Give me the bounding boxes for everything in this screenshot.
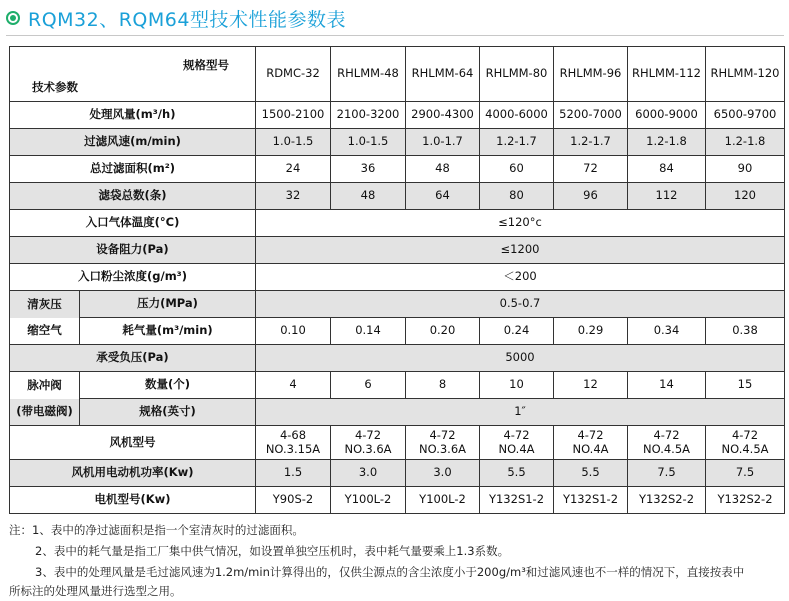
- table-cell: 6: [331, 372, 406, 399]
- row-label: 承受负压(Pa): [10, 345, 256, 372]
- table-cell: 120: [706, 183, 785, 210]
- table-cell: 48: [331, 183, 406, 210]
- table-row: [10, 237, 785, 264]
- table-cell: 5200-7000: [554, 102, 628, 129]
- table-cell: 2100-3200: [331, 102, 406, 129]
- table-cell: 8: [406, 372, 480, 399]
- table-cell: 7.5: [706, 460, 785, 487]
- fan-series: 4-72: [503, 428, 530, 443]
- table-cell: Y132S2-2: [628, 487, 706, 514]
- table-row: [10, 183, 785, 210]
- note-3: 3、表中的处理风量是毛过滤风速为1.2m/min计算得出的，仅供尘源点的含尘浓度小于200g/m³和过滤风速也不一样的情况下，直接按表中: [35, 565, 745, 579]
- fan-number: NO.4.5A: [721, 441, 769, 456]
- circle-bullet-icon: [6, 11, 20, 25]
- table-cell: 48: [406, 156, 480, 183]
- note-3-continued: 所标注的处理风量进行选型之用。: [9, 584, 182, 598]
- table-cell: 0.10: [256, 318, 331, 345]
- fan-number: NO.3.6A: [419, 441, 466, 456]
- table-cell: Y132S2-2: [706, 487, 785, 514]
- header-diagonal-cell: [10, 47, 256, 102]
- fan-number: NO.4A: [572, 441, 609, 456]
- fan-series: 4-72: [354, 428, 382, 443]
- table-row: [10, 372, 785, 399]
- row-label: 滤袋总数(条): [10, 183, 256, 210]
- table-cell: Y100L-2: [406, 487, 480, 514]
- table-cell: Y100L-2: [331, 487, 406, 514]
- table-row: [10, 156, 785, 183]
- table-cell: 0.34: [628, 318, 706, 345]
- table-cell: 24: [256, 156, 331, 183]
- table-cell: 0.24: [480, 318, 554, 345]
- param-label: 技术参数: [32, 80, 78, 94]
- row-label: 风机型号: [10, 426, 256, 460]
- table-cell: 7.5: [628, 460, 706, 487]
- model-label: 规格型号: [183, 58, 229, 72]
- table-cell: 1500-2100: [256, 102, 331, 129]
- row-label: 数量(个): [80, 372, 256, 399]
- row-label: 风机用电动机功率(Kw): [10, 460, 256, 487]
- table-cell-fan-model: [628, 426, 706, 460]
- table-cell-fan-model: [554, 426, 628, 460]
- model-header: RHLMM-64: [406, 47, 480, 102]
- table-cell: 1.0-1.5: [331, 129, 406, 156]
- table-row: [10, 264, 785, 291]
- table-row: [10, 210, 785, 237]
- group-label-pulse-b: (带电磁阀): [10, 399, 80, 426]
- table-cell: 84: [628, 156, 706, 183]
- fan-number: NO.4A: [498, 441, 535, 456]
- table-cell: 1.2-1.7: [554, 129, 628, 156]
- table-cell: 10: [480, 372, 554, 399]
- table-cell: 12: [554, 372, 628, 399]
- table-cell: 112: [628, 183, 706, 210]
- table-cell: 1.5: [256, 460, 331, 487]
- table-cell-fan-model: [406, 426, 480, 460]
- table-cell-merged: ＜200: [256, 264, 785, 291]
- fan-number: NO.3.6A: [344, 441, 392, 456]
- table-cell: 90: [706, 156, 785, 183]
- row-label: 总过滤面积(m²): [10, 156, 256, 183]
- table-cell: 5.5: [480, 460, 554, 487]
- table-cell: 1.2-1.7: [480, 129, 554, 156]
- table-cell: 2900-4300: [406, 102, 480, 129]
- table-cell: 3.0: [331, 460, 406, 487]
- table-cell-fan-model: [480, 426, 554, 460]
- table-cell: 4000-6000: [480, 102, 554, 129]
- table-row: [10, 460, 785, 487]
- table-cell: 1.2-1.8: [706, 129, 785, 156]
- table-cell: Y132S1-2: [480, 487, 554, 514]
- table-header-row: [10, 47, 785, 102]
- group-label-cleaning-b: 缩空气: [10, 318, 80, 345]
- table-cell: 5.5: [554, 460, 628, 487]
- fan-series: 4-72: [577, 428, 604, 443]
- page-title: [6, 4, 346, 32]
- fan-number: NO.3.15A: [265, 441, 321, 456]
- table-cell-merged: 5000: [256, 345, 785, 372]
- table-cell: 6500-9700: [706, 102, 785, 129]
- table-row: [10, 102, 785, 129]
- table-cell: Y90S-2: [256, 487, 331, 514]
- spec-table: [9, 46, 785, 514]
- model-header: RHLMM-48: [331, 47, 406, 102]
- table-row: [10, 399, 785, 426]
- table-cell: 14: [628, 372, 706, 399]
- row-label: 规格(英寸): [80, 399, 256, 426]
- table-row: [10, 426, 785, 460]
- table-cell: 1.0-1.5: [256, 129, 331, 156]
- table-cell: 15: [706, 372, 785, 399]
- note-1: 注：1、表中的净过滤面积是指一个室清灰时的过滤面积。: [9, 523, 304, 537]
- table-row: [10, 318, 785, 345]
- model-header: RHLMM-112: [628, 47, 706, 102]
- table-cell-fan-model: [256, 426, 331, 460]
- table-cell-fan-model: [331, 426, 406, 460]
- fan-series: 4-72: [429, 428, 456, 443]
- row-label: 处理风量(m³/h): [10, 102, 256, 129]
- group-label-pulse-a: 脉冲阀: [10, 372, 80, 399]
- model-header: RHLMM-120: [706, 47, 785, 102]
- table-cell: 4: [256, 372, 331, 399]
- table-cell: 32: [256, 183, 331, 210]
- model-header: RDMC-32: [256, 47, 331, 102]
- table-cell-merged: ≤1200: [256, 237, 785, 264]
- table-cell: 1.2-1.8: [628, 129, 706, 156]
- row-label: 入口气体温度(°C): [10, 210, 256, 237]
- table-cell: 1.0-1.7: [406, 129, 480, 156]
- table-cell: 0.29: [554, 318, 628, 345]
- table-cell: 96: [554, 183, 628, 210]
- table-cell-fan-model: [706, 426, 785, 460]
- table-row: [10, 345, 785, 372]
- row-label: 设备阻力(Pa): [10, 237, 256, 264]
- table-cell: 0.20: [406, 318, 480, 345]
- table-cell: 72: [554, 156, 628, 183]
- row-label: 耗气量(m³/min): [80, 318, 256, 345]
- table-cell: Y132S1-2: [554, 487, 628, 514]
- table-cell-merged: 1″: [256, 399, 785, 426]
- row-label: 压力(MPa): [80, 291, 256, 318]
- table-cell: 0.38: [706, 318, 785, 345]
- title-divider: [6, 35, 784, 36]
- fan-series: 4-68: [279, 428, 307, 443]
- page-title-text: RQM32、RQM64型技术性能参数表: [28, 8, 346, 31]
- table-cell: 80: [480, 183, 554, 210]
- group-label-cleaning-a: 清灰压: [10, 291, 80, 318]
- table-cell: 6000-9000: [628, 102, 706, 129]
- table-cell: 36: [331, 156, 406, 183]
- model-header: RHLMM-80: [480, 47, 554, 102]
- row-label: 电机型号(Kw): [10, 487, 256, 514]
- row-label: 入口粉尘浓度(g/m³): [10, 264, 256, 291]
- table-cell-merged: ≤120°c: [256, 210, 785, 237]
- table-cell: 0.14: [331, 318, 406, 345]
- fan-number: NO.4.5A: [643, 441, 690, 456]
- fan-series: 4-72: [731, 428, 759, 443]
- model-header: RHLMM-96: [554, 47, 628, 102]
- table-row: [10, 129, 785, 156]
- table-row: [10, 291, 785, 318]
- table-cell: 3.0: [406, 460, 480, 487]
- row-label: 过滤风速(m/min): [10, 129, 256, 156]
- note-2: 2、表中的耗气量是指工厂集中供气情况，如设置单独空压机时，表中耗气量要乘上1.3系数。: [35, 544, 510, 558]
- table-row: [10, 487, 785, 514]
- table-cell: 64: [406, 183, 480, 210]
- table-cell-merged: 0.5-0.7: [256, 291, 785, 318]
- table-cell: 60: [480, 156, 554, 183]
- fan-series: 4-72: [653, 428, 680, 443]
